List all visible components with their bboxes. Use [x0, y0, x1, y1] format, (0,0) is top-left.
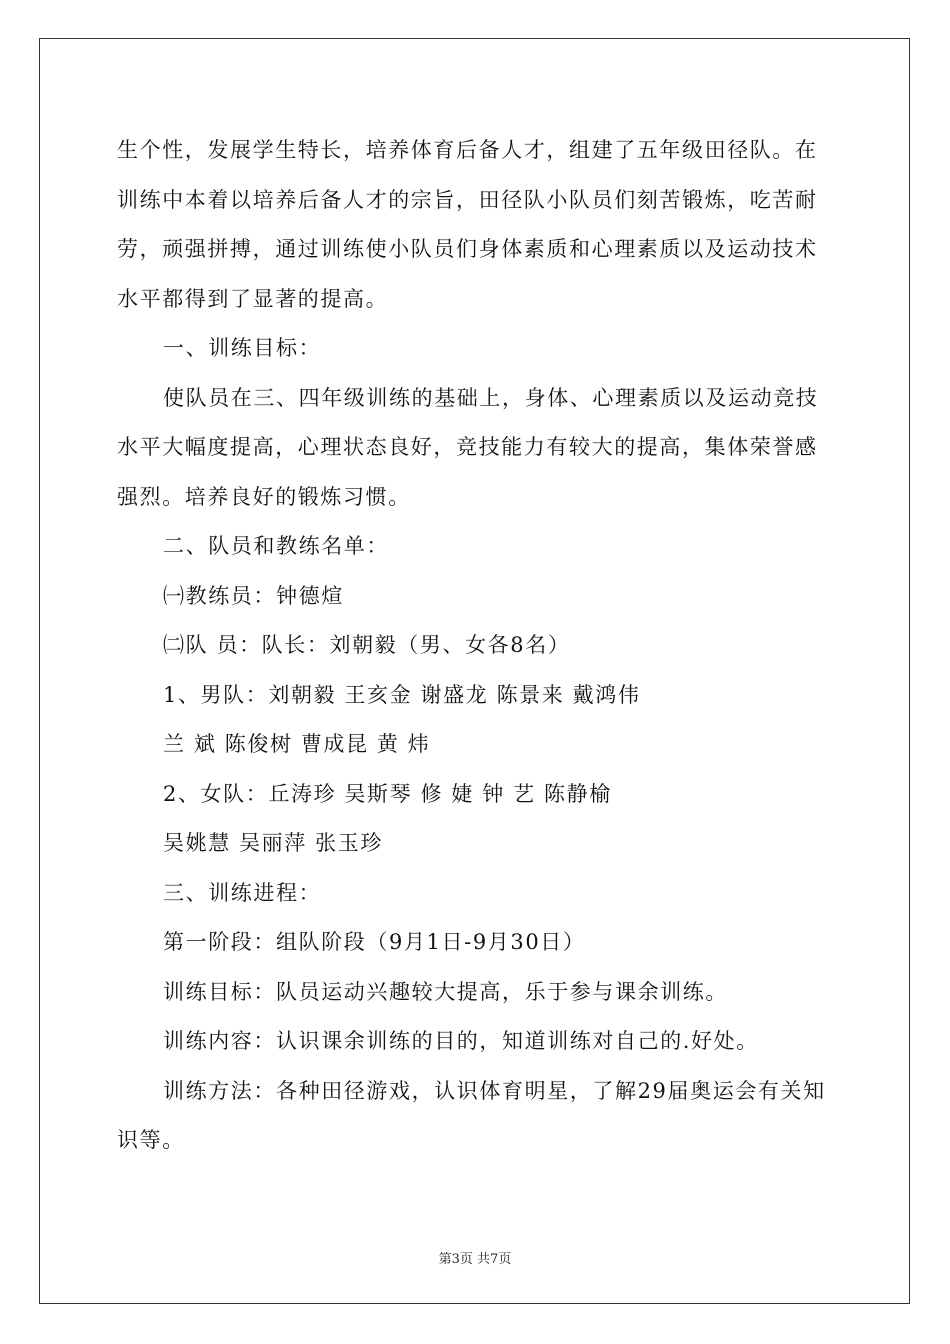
roster-boys-line-2: 兰 斌 陈俊树 曹成昆 黄 炜 — [163, 732, 431, 756]
page-number-footer: 第3页 共7页 — [438, 1252, 512, 1267]
heading-roster: 二、队员和教练名单： — [163, 534, 389, 558]
roster-coach: ㈠教练员：钟德煊 — [163, 583, 344, 608]
roster-captain: ㈡队 员：队长：刘朝毅（男、女各8名） — [163, 633, 571, 657]
paragraph-intro: 生个性，发展学生特长，培养体育后备人才，组建了五年级田径队。在训练中本着以培养后备人才的宗旨，田径队小队员们刻苦锻炼，吃苦耐劳，顽强拼搏，通过训练使小队员们身体素质和心理素质以及运动技术水平都得到了显著的提高。 — [117, 138, 818, 311]
roster-girls-line-2: 吴姚慧 吴丽萍 张玉珍 — [163, 831, 383, 855]
roster-boys-line-1: 1、男队：刘朝毅 王亥金 谢盛龙 陈景来 戴鸿伟 — [163, 682, 641, 707]
phase-one-content: 训练内容：认识课余训练的目的，知道训练对自己的.好处。 — [163, 1029, 759, 1053]
paragraph-training-goal: 使队员在三、四年级训练的基础上，身体、心理素质以及运动竞技水平大幅度提高，心理状态良好，竞技能力有较大的提高，集体荣誉感强烈。培养良好的锻炼习惯。 — [117, 385, 819, 509]
document-body — [117, 126, 833, 1166]
phase-one-method: 训练方法：各种田径游戏，认识体育明星，了解29届奥运会有关知识等。 — [117, 1078, 826, 1152]
roster-girls-line-1: 2、女队：丘涛珍 吴斯琴 修 婕 钟 艺 陈静榆 — [163, 781, 612, 806]
phase-one-title: 第一阶段：组队阶段（9月1日-9月30日） — [163, 930, 586, 954]
heading-training-goal: 一、训练目标： — [163, 336, 322, 360]
heading-training-process: 三、训练进程： — [163, 880, 322, 905]
phase-one-goal: 训练目标：队员运动兴趣较大提高，乐于参与课余训练。 — [163, 979, 728, 1004]
